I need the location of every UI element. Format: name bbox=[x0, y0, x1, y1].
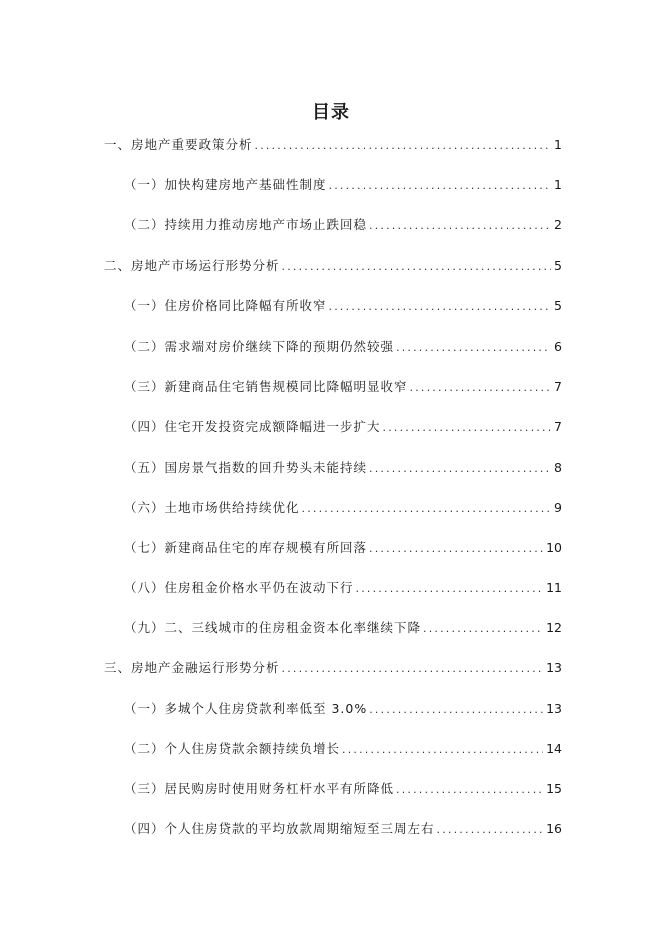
toc-entry[interactable] bbox=[124, 298, 562, 315]
toc-entry-text: （五）国房景气指数的回升势头未能持续 bbox=[124, 460, 368, 475]
toc-page-number: 14 bbox=[546, 741, 562, 756]
toc-page-number: 8 bbox=[554, 460, 562, 475]
toc-entry[interactable] bbox=[124, 460, 562, 477]
toc-page-number: 10 bbox=[546, 540, 562, 555]
toc-entry-text: （一）住房价格同比降幅有所收窄 bbox=[124, 298, 327, 313]
dot-leader bbox=[369, 218, 551, 234]
dot-leader bbox=[396, 340, 551, 356]
toc-entry-text: （一）加快构建房地产基础性制度 bbox=[124, 177, 327, 192]
toc-page-number: 5 bbox=[554, 258, 562, 273]
dot-leader bbox=[396, 782, 543, 798]
toc-entry[interactable] bbox=[124, 379, 562, 396]
toc-page-number: 15 bbox=[546, 781, 562, 796]
dot-leader bbox=[282, 661, 544, 677]
toc-entry-text: （一）多城个人住房贷款利率低至 3.0% bbox=[124, 701, 368, 716]
toc-entry[interactable] bbox=[104, 258, 562, 275]
dot-leader bbox=[369, 541, 543, 557]
toc-entry[interactable] bbox=[124, 701, 562, 718]
toc-entry[interactable] bbox=[124, 741, 562, 758]
dot-leader bbox=[342, 742, 543, 758]
toc-entry-text: （三）新建商品住宅销售规模同比降幅明显收窄 bbox=[124, 379, 408, 394]
dot-leader bbox=[302, 501, 552, 517]
toc-page-number: 12 bbox=[546, 620, 562, 635]
toc-page-number: 1 bbox=[554, 137, 562, 152]
dot-leader bbox=[369, 461, 551, 477]
toc-entry[interactable] bbox=[124, 821, 562, 838]
toc-entry-text: （四）个人住房贷款的平均放款周期缩短至三周左右 bbox=[124, 821, 435, 836]
toc-page-number: 1 bbox=[554, 177, 562, 192]
toc-entry-text: （七）新建商品住宅的库存规模有所回落 bbox=[124, 540, 368, 555]
toc-page-number: 7 bbox=[554, 419, 562, 434]
toc-entry[interactable] bbox=[124, 620, 562, 637]
toc-entry[interactable] bbox=[124, 419, 562, 436]
dot-leader bbox=[329, 178, 552, 194]
dot-leader bbox=[383, 420, 552, 436]
dot-leader bbox=[255, 138, 552, 154]
toc-entry[interactable] bbox=[104, 660, 562, 677]
toc-entry-text: 一、房地产重要政策分析 bbox=[104, 137, 253, 152]
toc-entry-text: （六）土地市场供给持续优化 bbox=[124, 500, 300, 515]
toc-page-number: 6 bbox=[554, 339, 562, 354]
dot-leader bbox=[329, 299, 552, 315]
toc-entry-text: （二）个人住房贷款余额持续负增长 bbox=[124, 741, 341, 756]
toc-entry[interactable] bbox=[124, 177, 562, 194]
dot-leader bbox=[369, 702, 543, 718]
toc-entry-text: （九）二、三线城市的住房租金资本化率继续下降 bbox=[124, 620, 422, 635]
toc-entry-text: 二、房地产市场运行形势分析 bbox=[104, 258, 280, 273]
dot-leader bbox=[437, 822, 544, 838]
page-title: 目录 bbox=[312, 102, 350, 123]
dot-leader bbox=[410, 380, 552, 396]
toc-page-number: 13 bbox=[546, 701, 562, 716]
toc-page-number: 2 bbox=[554, 217, 562, 232]
toc-entry[interactable] bbox=[104, 137, 562, 154]
toc-entry[interactable] bbox=[124, 781, 562, 798]
toc-entry-text: （八）住房租金价格水平仍在波动下行 bbox=[124, 580, 354, 595]
toc-page-number: 11 bbox=[546, 580, 562, 595]
dot-leader bbox=[282, 259, 552, 275]
toc-entry[interactable] bbox=[124, 540, 562, 557]
dot-leader bbox=[423, 621, 543, 637]
toc-entry[interactable] bbox=[124, 580, 562, 597]
toc-entry[interactable] bbox=[124, 217, 562, 234]
toc-entry-text: 三、房地产金融运行形势分析 bbox=[104, 660, 280, 675]
toc-entry-text: （二）需求端对房价继续下降的预期仍然较强 bbox=[124, 339, 395, 354]
dot-leader bbox=[356, 581, 544, 597]
toc-entry-text: （二）持续用力推动房地产市场止跌回稳 bbox=[124, 217, 368, 232]
toc-entry-text: （三）居民购房时使用财务杠杆水平有所降低 bbox=[124, 781, 395, 796]
toc-page-number: 5 bbox=[554, 298, 562, 313]
toc-page-number: 7 bbox=[554, 379, 562, 394]
toc-page-number: 16 bbox=[546, 821, 562, 836]
toc-entry-text: （四）住宅开发投资完成额降幅进一步扩大 bbox=[124, 419, 381, 434]
toc-entry[interactable] bbox=[124, 500, 562, 517]
toc-page-number: 13 bbox=[546, 660, 562, 675]
toc-entry[interactable] bbox=[124, 339, 562, 356]
toc-page-number: 9 bbox=[554, 500, 562, 515]
